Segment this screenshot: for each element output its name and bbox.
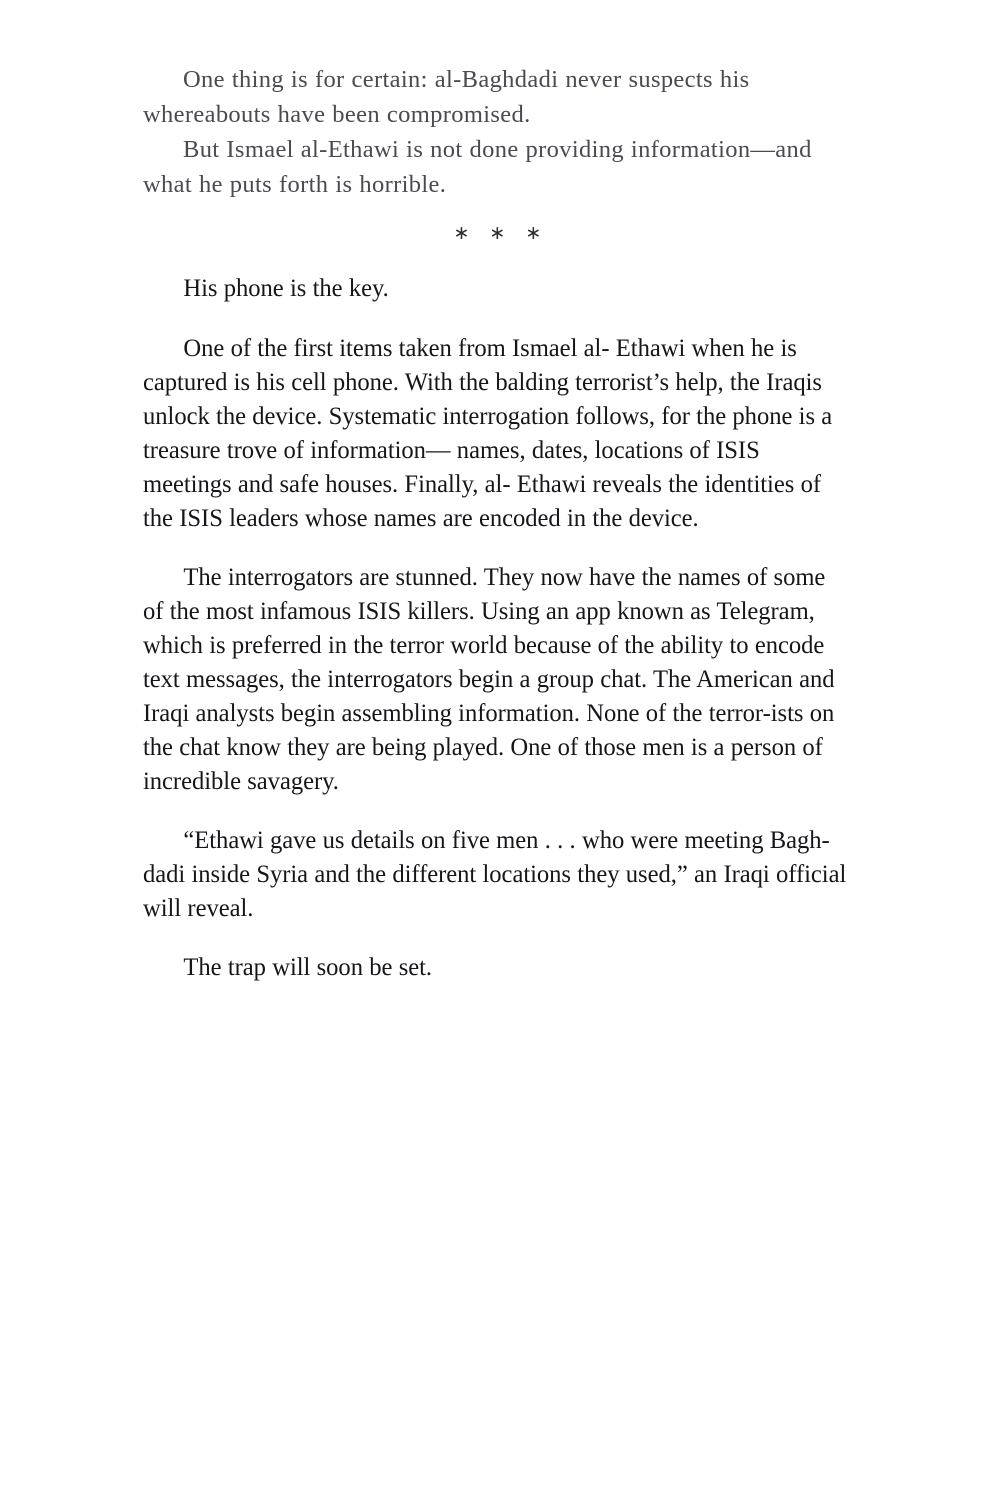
paragraph-opening-1: One thing is for certain: al-Baghdadi never suspects his whereabouts have been compromised. [143,66,750,128]
paragraph-body-closing: The trap will soon be set. [183,954,433,981]
text-column [143,62,859,985]
paragraph-body-lede: His phone is the key. [183,275,389,302]
opening-section [143,62,859,202]
body-section [143,272,859,985]
paragraph-body-2: The interrogators are stunned. They now have the names of some of the most infamous ISIS killers. Using an app known as Telegram, which is preferred in the terror world because of the ability to encode text messages, the interrogators begin a group chat. The American and Iraqi analysts begin assembling information. None of the terror-ists on the chat know they are being played. One of those men is a person of incredible savagery. [143,564,835,795]
section-break [143,202,859,272]
paragraph-body-quote: “Ethawi gave us details on five men . . . who were meeting Bagh-dadi inside Syria and the different locations they used,” an Iraqi official will reveal. [143,827,847,922]
paragraph-body-1: One of the first items taken from Ismael al- Ethawi when he is captured is his cell phone. With the balding terrorist’s help, the Iraqis unlock the device. Systematic interrogation follows, for the phone is a treasure trove of information— names, dates, locations of ISIS meetings and safe houses. Finally, al- Ethawi reveals the identities of the ISIS leaders whose names are encoded in the device. [143,335,833,532]
asterisk-separator-icon: ∗ ∗ ∗ [453,222,549,244]
paragraph-opening-2: But Ismael al-Ethawi is not done providing information—and what he puts forth is horrible. [143,136,812,198]
